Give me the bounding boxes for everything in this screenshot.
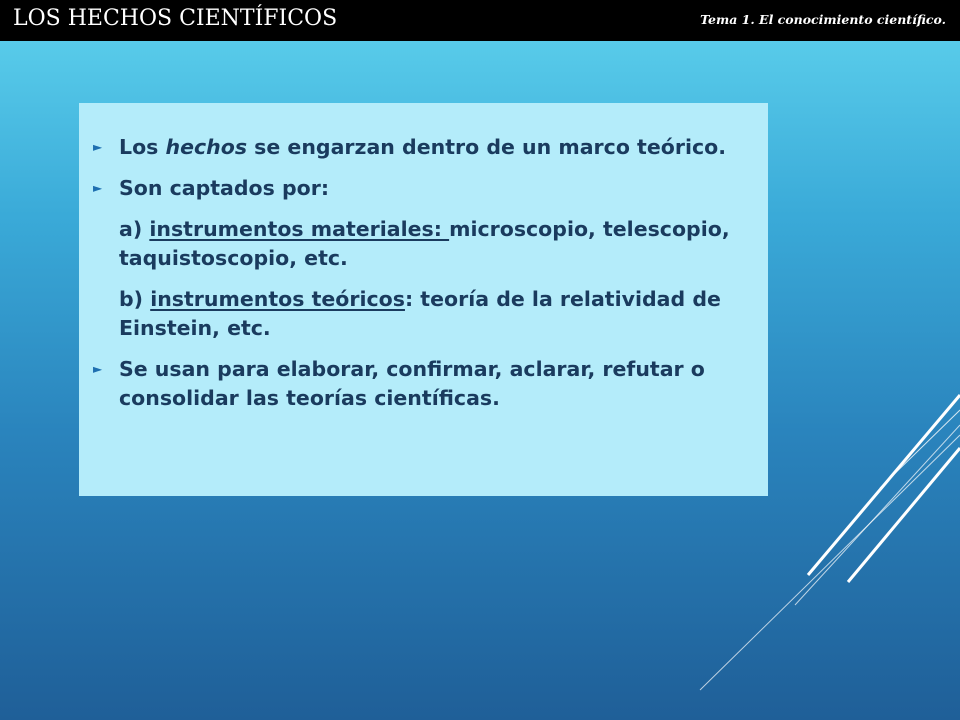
slide-title: LOS HECHOS CIENTÍFICOS xyxy=(13,6,338,31)
item-b-underlined: instrumentos teóricos xyxy=(150,287,405,311)
decor-line xyxy=(880,410,960,488)
decor-line xyxy=(808,395,960,575)
triangle-right-icon: ► xyxy=(93,181,103,195)
decor-line xyxy=(848,448,960,582)
bullet1-text-end: se engarzan dentro de un marco teórico. xyxy=(247,135,726,159)
item-b-rest: : teoría de la relatividad de Einstein, etc. xyxy=(119,287,721,340)
item-a-underlined: instrumentos materiales: xyxy=(149,217,450,241)
bullet1-text-start: Los xyxy=(119,135,166,159)
slide-subtitle: Tema 1. El conocimiento científico. xyxy=(700,12,946,27)
bullet2-text: Son captados por: xyxy=(119,176,330,200)
triangle-right-icon: ► xyxy=(93,362,103,376)
triangle-right-icon: ► xyxy=(93,140,103,154)
item-b-prefix: b) xyxy=(119,287,151,311)
item-a-prefix: a) xyxy=(119,217,150,241)
decor-line xyxy=(795,425,960,605)
bullet1-italic-word: hechos xyxy=(165,135,248,159)
item-a-rest: microscopio, telescopio, taquistoscopio, etc. xyxy=(119,217,730,270)
bullet3-text: Se usan para elaborar, confirmar, aclarar, refutar o consolidar las teorías científicas. xyxy=(119,357,705,410)
decor-line xyxy=(700,435,960,690)
